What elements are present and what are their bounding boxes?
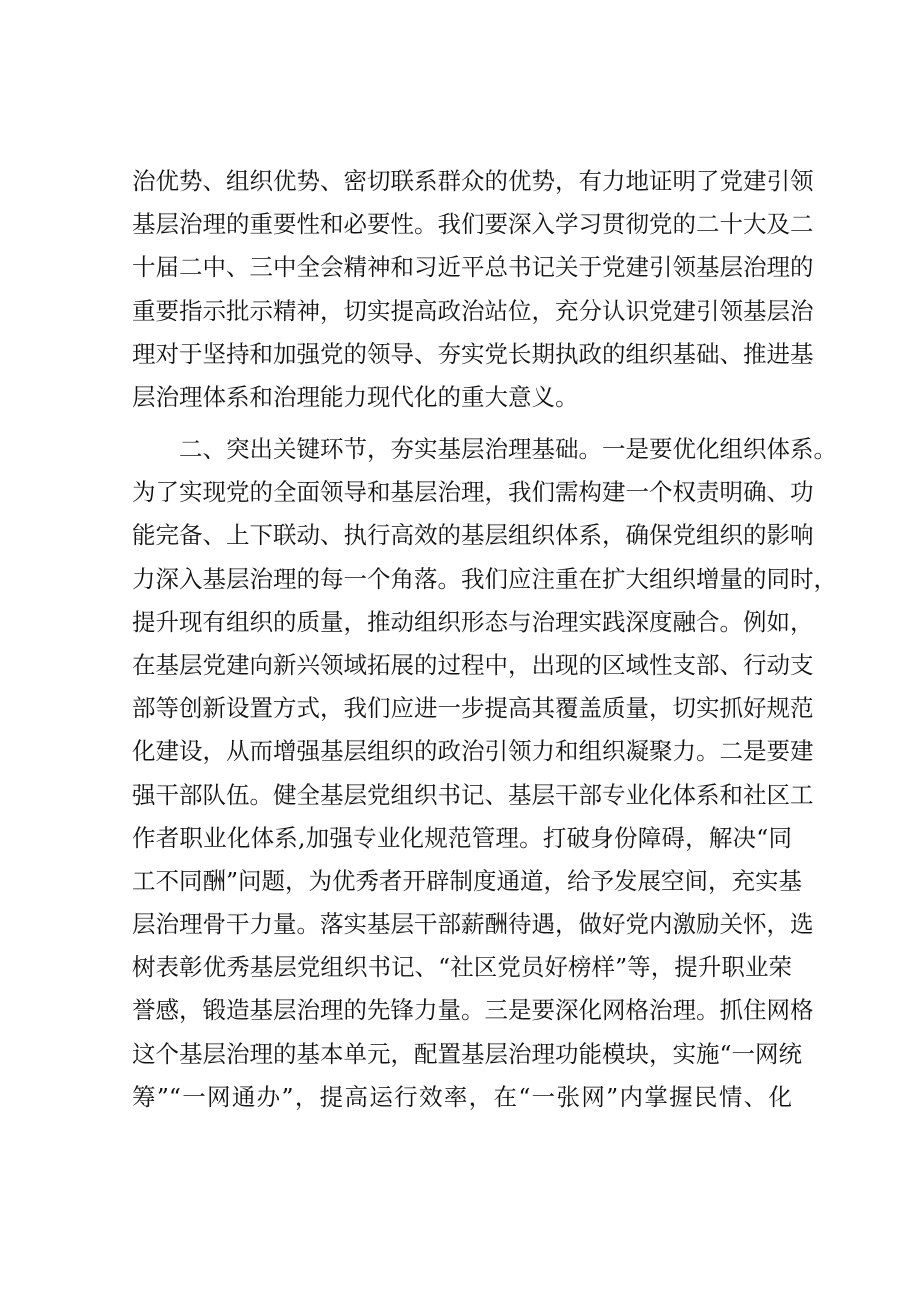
text-line: 誉感，锻造基层治理的先锋力量。三是要深化网格治理。抓住网格	[132, 996, 814, 1025]
text-line: 能完备、上下联动、执行高效的基层组织体系，确保党组织的影响	[132, 521, 814, 550]
text-line: 二、突出关键环节，夯实基层治理基础。一是要优化组织体系。	[132, 435, 837, 463]
text-line: 重要指示批示精神，切实提高政治站位，充分认识党建引领基层治	[132, 296, 814, 325]
text-line: 筹”“一网通办”，提高运行效率，在“一张网”内掌握民情、化	[132, 1082, 792, 1111]
text-line: 层治理体系和治理能力现代化的重大意义。	[132, 382, 579, 411]
text-line: 提升现有组织的质量，推动组织形态与治理实践深度融合。例如，	[132, 607, 814, 636]
text-line: 理对于坚持和加强党的领导、夯实党长期执政的组织基础、推进基	[132, 339, 814, 368]
text-line: 这个基层治理的基本单元，配置基层治理功能模块，实施“一网统	[132, 1039, 803, 1068]
text-line: 化建设，从而增强基层组织的政治引领力和组织凝聚力。二是要建	[132, 737, 814, 766]
paragraph-1	[132, 160, 814, 419]
text-line: 基层治理的重要性和必要性。我们要深入学习贯彻党的二十大及二	[132, 210, 814, 239]
text-line: 工不同酬”问题，为优秀者开辟制度通道，给予发展空间，充实基	[132, 866, 803, 895]
text-line: 在基层党建向新兴领域拓展的过程中，出现的区域性支部、行动支	[132, 650, 814, 679]
text-line: 治优势、组织优势、密切联系群众的优势，有力地证明了党建引领	[132, 167, 814, 195]
text-line: 作者职业化体系,加强专业化规范管理。打破身份障碍，解决“同	[132, 823, 792, 852]
paragraph-2	[132, 428, 837, 1119]
text-line: 力深入基层治理的每一个角落。我们应注重在扩大组织增量的同时，	[132, 564, 837, 593]
text-line: 树表彰优秀基层党组织书记、“社区党员好榜样”等，提升职业荣	[132, 953, 792, 982]
text-line: 层治理骨干力量。落实基层干部薪酬待遇，做好党内激励关怀，选	[132, 910, 814, 939]
text-line: 十届二中、三中全会精神和习近平总书记关于党建引领基层治理的	[132, 253, 814, 282]
text-line: 强干部队伍。健全基层党组织书记、基层干部专业化体系和社区工	[132, 780, 814, 809]
text-line: 部等创新设置方式，我们应进一步提高其覆盖质量，切实抓好规范	[132, 694, 814, 723]
text-line: 为了实现党的全面领导和基层治理，我们需构建一个权责明确、功	[132, 478, 814, 507]
